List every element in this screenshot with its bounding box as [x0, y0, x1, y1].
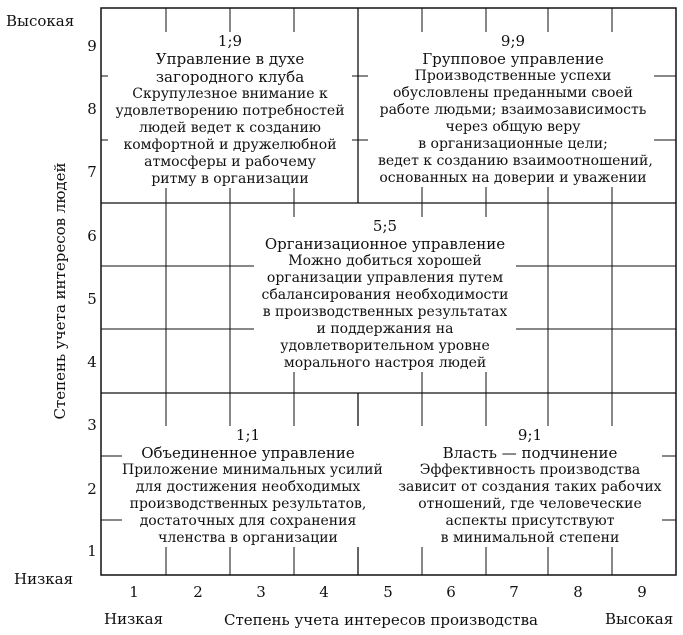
style-box-1-9	[108, 32, 352, 188]
style-description-line: Можно добиться хорошей	[288, 253, 482, 269]
style-description-line: и поддержания на	[316, 321, 454, 337]
style-description-line: отношений, где человеческие	[418, 496, 642, 512]
y-tick: 2	[87, 480, 97, 498]
style-description-line: удовлетворительном уровне	[280, 338, 490, 354]
style-description-line: работе людьми; взаимозависимость	[379, 102, 647, 118]
y-tick: 5	[87, 290, 97, 308]
x-axis-low-label: Низкая	[104, 610, 164, 628]
style-description-line: ведет к созданию взаимоотношений,	[378, 153, 653, 169]
style-title: Групповое управление	[422, 50, 604, 68]
y-axis-title: Степень учета интересов людей	[51, 162, 69, 420]
style-description-line: достаточных для сохранения	[139, 513, 357, 529]
style-description-line: зависит от создания таких рабочих	[398, 479, 662, 495]
x-axis-title: Степень учета интересов производства	[224, 611, 538, 629]
style-code: 1;9	[217, 32, 243, 50]
y-tick: 8	[87, 100, 97, 118]
y-tick: 9	[87, 37, 97, 55]
x-tick: 5	[383, 583, 393, 601]
x-tick: 1	[129, 583, 139, 601]
style-description-line: производственных результатов,	[129, 496, 367, 512]
y-tick: 4	[87, 353, 97, 371]
style-code: 5;5	[372, 217, 398, 235]
style-code: 9;1	[517, 426, 543, 444]
style-description-line: для достижения необходимых	[135, 479, 361, 495]
style-description-line: комфортной и дружелюбной	[123, 137, 337, 153]
style-box-9-1	[398, 426, 662, 547]
x-tick: 3	[256, 583, 266, 601]
style-description-line: аспекты присутствуют	[445, 513, 615, 529]
style-description-line: атмосферы и рабочему	[144, 154, 316, 170]
style-description-line: обусловлены преданными своей	[392, 85, 634, 101]
y-tick: 6	[87, 227, 97, 245]
style-title: Объединенное управление	[141, 444, 355, 462]
style-description-line: Производственные успехи	[414, 68, 612, 84]
style-code: 9;9	[500, 32, 526, 50]
y-axis-low-label: Низкая	[14, 570, 74, 588]
style-description-line: Скрупулезное внимание к	[132, 86, 328, 102]
style-description-line: в организационные цели;	[418, 136, 608, 152]
style-box-9-9	[378, 32, 653, 187]
style-description-line: людей ведет к созданию	[139, 120, 321, 136]
style-description-line: организации управления путем	[266, 270, 504, 286]
x-tick: 4	[319, 583, 329, 601]
style-description-line: удовлетворению потребностей	[115, 103, 345, 119]
style-description-line: в производственных результатах	[262, 304, 508, 320]
style-box-5-5	[254, 217, 516, 372]
style-description-line: в минимальной степени	[440, 530, 620, 546]
x-tick: 9	[637, 583, 647, 601]
y-tick: 1	[87, 542, 97, 560]
x-tick: 6	[446, 583, 456, 601]
style-description-line: основанных на доверии и уважении	[379, 170, 647, 186]
style-title: Власть — подчинение	[442, 444, 618, 462]
style-code: 1;1	[235, 426, 261, 444]
y-tick: 7	[87, 163, 97, 181]
style-description-line: Эффективность производства	[419, 462, 641, 478]
x-axis-high-label: Высокая	[605, 610, 674, 628]
style-description-line: сбалансирования необходимости	[261, 287, 509, 303]
style-description-line: ритму в организации	[151, 171, 309, 187]
style-description-line: членства в организации	[158, 530, 338, 546]
x-tick: 8	[573, 583, 583, 601]
x-tick: 7	[509, 583, 519, 601]
y-tick: 3	[87, 416, 97, 434]
x-tick: 2	[193, 583, 203, 601]
y-axis-high-label: Высокая	[6, 12, 75, 30]
style-description-line: через общую веру	[445, 119, 581, 135]
style-box-1-1	[122, 426, 383, 547]
style-description-line: морального настроя людей	[283, 355, 487, 371]
style-description-line: Приложение минимальных усилий	[122, 462, 383, 478]
style-title: Организационное управление	[264, 235, 506, 253]
style-title: Управление в духе загородного клуба	[155, 50, 305, 86]
